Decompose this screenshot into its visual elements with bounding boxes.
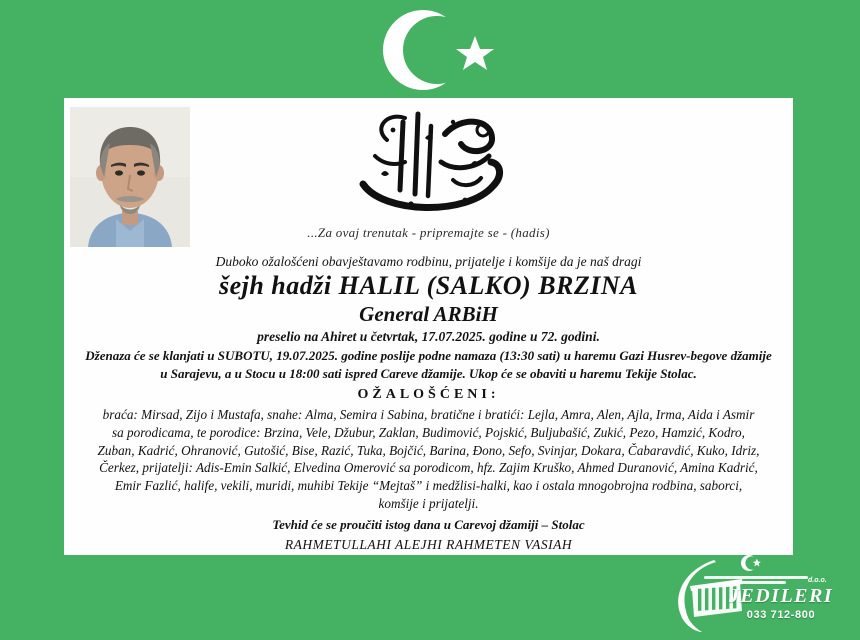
arabic-calligraphy-icon — [341, 104, 521, 226]
mourners-line: Čerkez, prijatelji: Adis-Emin Salkić, Elvedina Omerović sa porodicom, hfz. Zajim Kruško, Ahmed Duranović, Amina Kadrić, — [99, 460, 758, 476]
mourners-line: Emir Fazlić, halife, vekili, muridi, muhibi Tekije “Mejtaš” i medžlisi-halki, kao i ostala mnogobrojna rodbina, saborci, — [114, 478, 743, 494]
funeral-info-line-1: Dženaza će se klanjati u SUBOTU, 19.07.2025. godine poslije podne namaza (13:30 sati) u haremu Gazi Husrev-begove džamije — [85, 348, 772, 363]
death-date-line: preselio na Ahiret u četvrtak, 17.07.2025. godine u 72. godini. — [257, 329, 600, 344]
obituary-text — [64, 224, 793, 554]
mourners-line: komšije i prijatelji. — [378, 495, 479, 511]
hadis-quote: ...Za ovaj trenutak - pripremajte se - (hadis) — [307, 225, 550, 240]
mourners-line: Zuban, Kadrić, Ohranović, Gutošić, Bise, Razić, Tuka, Bojčić, Barina, Đono, Sefo, Svinjar, Dokara, Čabaravdić, Kuko, Idriz, — [97, 442, 760, 458]
mourners-line: braća: Mirsad, Zijo i Mustafa, snahe: Alma, Semira i Sabina, bratične i bratići: Lejla, Amra, Alen, Ajla, Irma, Aida i Asmir — [102, 407, 755, 422]
logo-small-text-line — [726, 581, 786, 584]
crescent-and-star-icon — [383, 8, 508, 92]
logo-small-text-line — [704, 576, 808, 579]
logo-company-name: JEDILERI — [728, 585, 834, 607]
logo-phone: 033 712-800 — [746, 609, 816, 621]
funeral-company-logo — [658, 553, 848, 637]
closing-prayer: RAHMETULLAHI ALEJHI RAHMETEN VASIAH — [284, 536, 573, 552]
logo-crescent-icon — [740, 554, 762, 572]
mourners-heading: OŽALOŠĆENI: — [357, 387, 500, 402]
logo-company-suffix: d.o.o. — [808, 577, 827, 584]
funeral-info-line-2: u Sarajevu, a u Stocu u 18:00 sati ispred Careve džamije. Ukop će se obaviti u haremu Tekije Stolac. — [160, 366, 697, 381]
tevhid-line: Tevhid će se proučiti istog dana u Carevoj džamiji – Stolac — [272, 516, 585, 532]
deceased-name: šejh hadži HALIL (SALKO) BRZINA — [218, 271, 639, 300]
deceased-title: General ARBiH — [359, 302, 498, 326]
mourners-line: sa porodicama, te porodice: Brzina, Vele, Džubur, Zaklan, Budimović, Pojskić, Buljubašić, Zukić, Pezo, Hamzić, Kodro, — [112, 424, 745, 440]
obituary-card — [64, 98, 793, 555]
intro-line: Duboko ožalošćeni obavještavamo rodbinu, prijatelje i komšije da je naš dragi — [215, 254, 642, 269]
